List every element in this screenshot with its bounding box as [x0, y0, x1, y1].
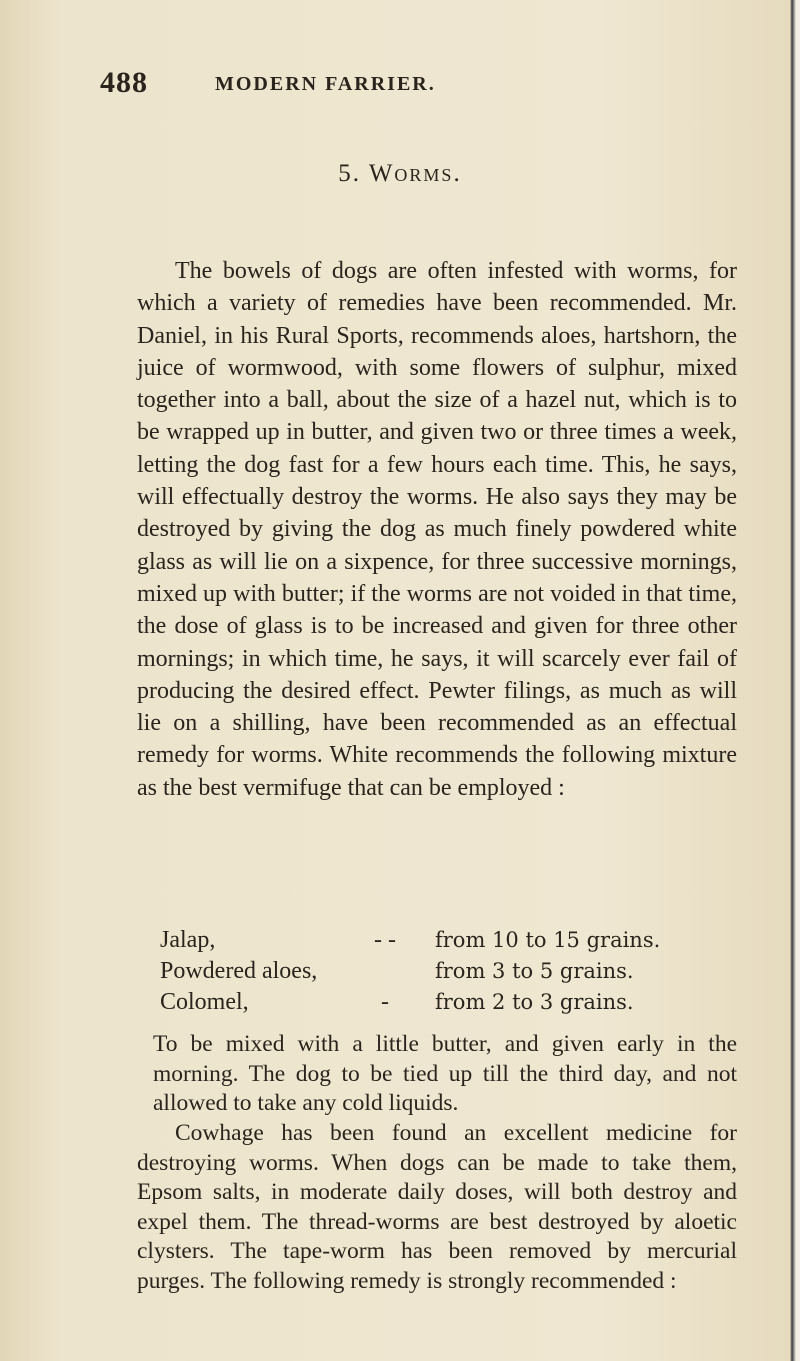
page-header: [100, 66, 720, 106]
recipe-amount: from 10 to 15 grains.: [435, 928, 661, 952]
recipe-table: [160, 925, 720, 1018]
recipe-amount: from 2 to 3 grains.: [435, 990, 634, 1014]
recipe-dash: [335, 956, 435, 987]
paragraph-cowhage: Cowhage has been found an excellent medicine for destroying worms. When dogs can be made to take them, Epsom salts, in moderate daily doses, will both destroy and expel them. The thread-worms are best destroyed by aloetic clysters. The tape-worm has been removed by mercurial purges. The following remedy is strongly recommended :: [137, 1120, 737, 1294]
recipe-ingredient: Colomel,: [160, 989, 249, 1015]
recipe-dash: - -: [374, 927, 396, 953]
recipe-amount: from 3 to 5 grains.: [435, 959, 634, 983]
recipe-dash: -: [381, 989, 389, 1015]
running-title: MODERN FARRIER.: [215, 73, 436, 95]
recipe-row: [160, 925, 720, 956]
section-title: 5. Worms.: [338, 160, 462, 187]
recipe-row: [160, 956, 720, 987]
recipe-ingredient: Jalap,: [160, 927, 216, 953]
recipe-ingredient: Powdered aloes,: [160, 958, 318, 984]
page-number: 488: [100, 66, 148, 99]
recipe-row: [160, 987, 720, 1018]
paragraph-worm-remedies: The bowels of dogs are often infested with worms, for which a variety of remedies have been recommended. Mr. Daniel, in his Rural Sports, recommends aloes, hartshorn, the juice of wormwood, with some flowers of sulphur, mixed together into a ball, about the size of a hazel nut, which is to be wrapped up in butter, and given two or three times a week, letting the dog fast for a few hours each time. This, he says, will effectually destroy the worms. He also says they may be destroyed by giving the dog as much finely powdered white glass as will lie on a sixpence, for three successive mornings, mixed up with butter; if the worms are not voided in that time, the dose of glass is to be increased and given for three other mornings; in which time, he says, it will scarcely ever fail of producing the desired effect. Pewter filings, as much as will lie on a shilling, have been recommended as an effectual remedy for worms. White recommends the following mixture as the best vermifuge that can be employed :: [137, 258, 737, 801]
paragraph-recipe-directions: To be mixed with a little butter, and given early in the morning. The dog to be tied up till the third day, and not allowed to take any cold liquids.: [153, 1031, 737, 1117]
